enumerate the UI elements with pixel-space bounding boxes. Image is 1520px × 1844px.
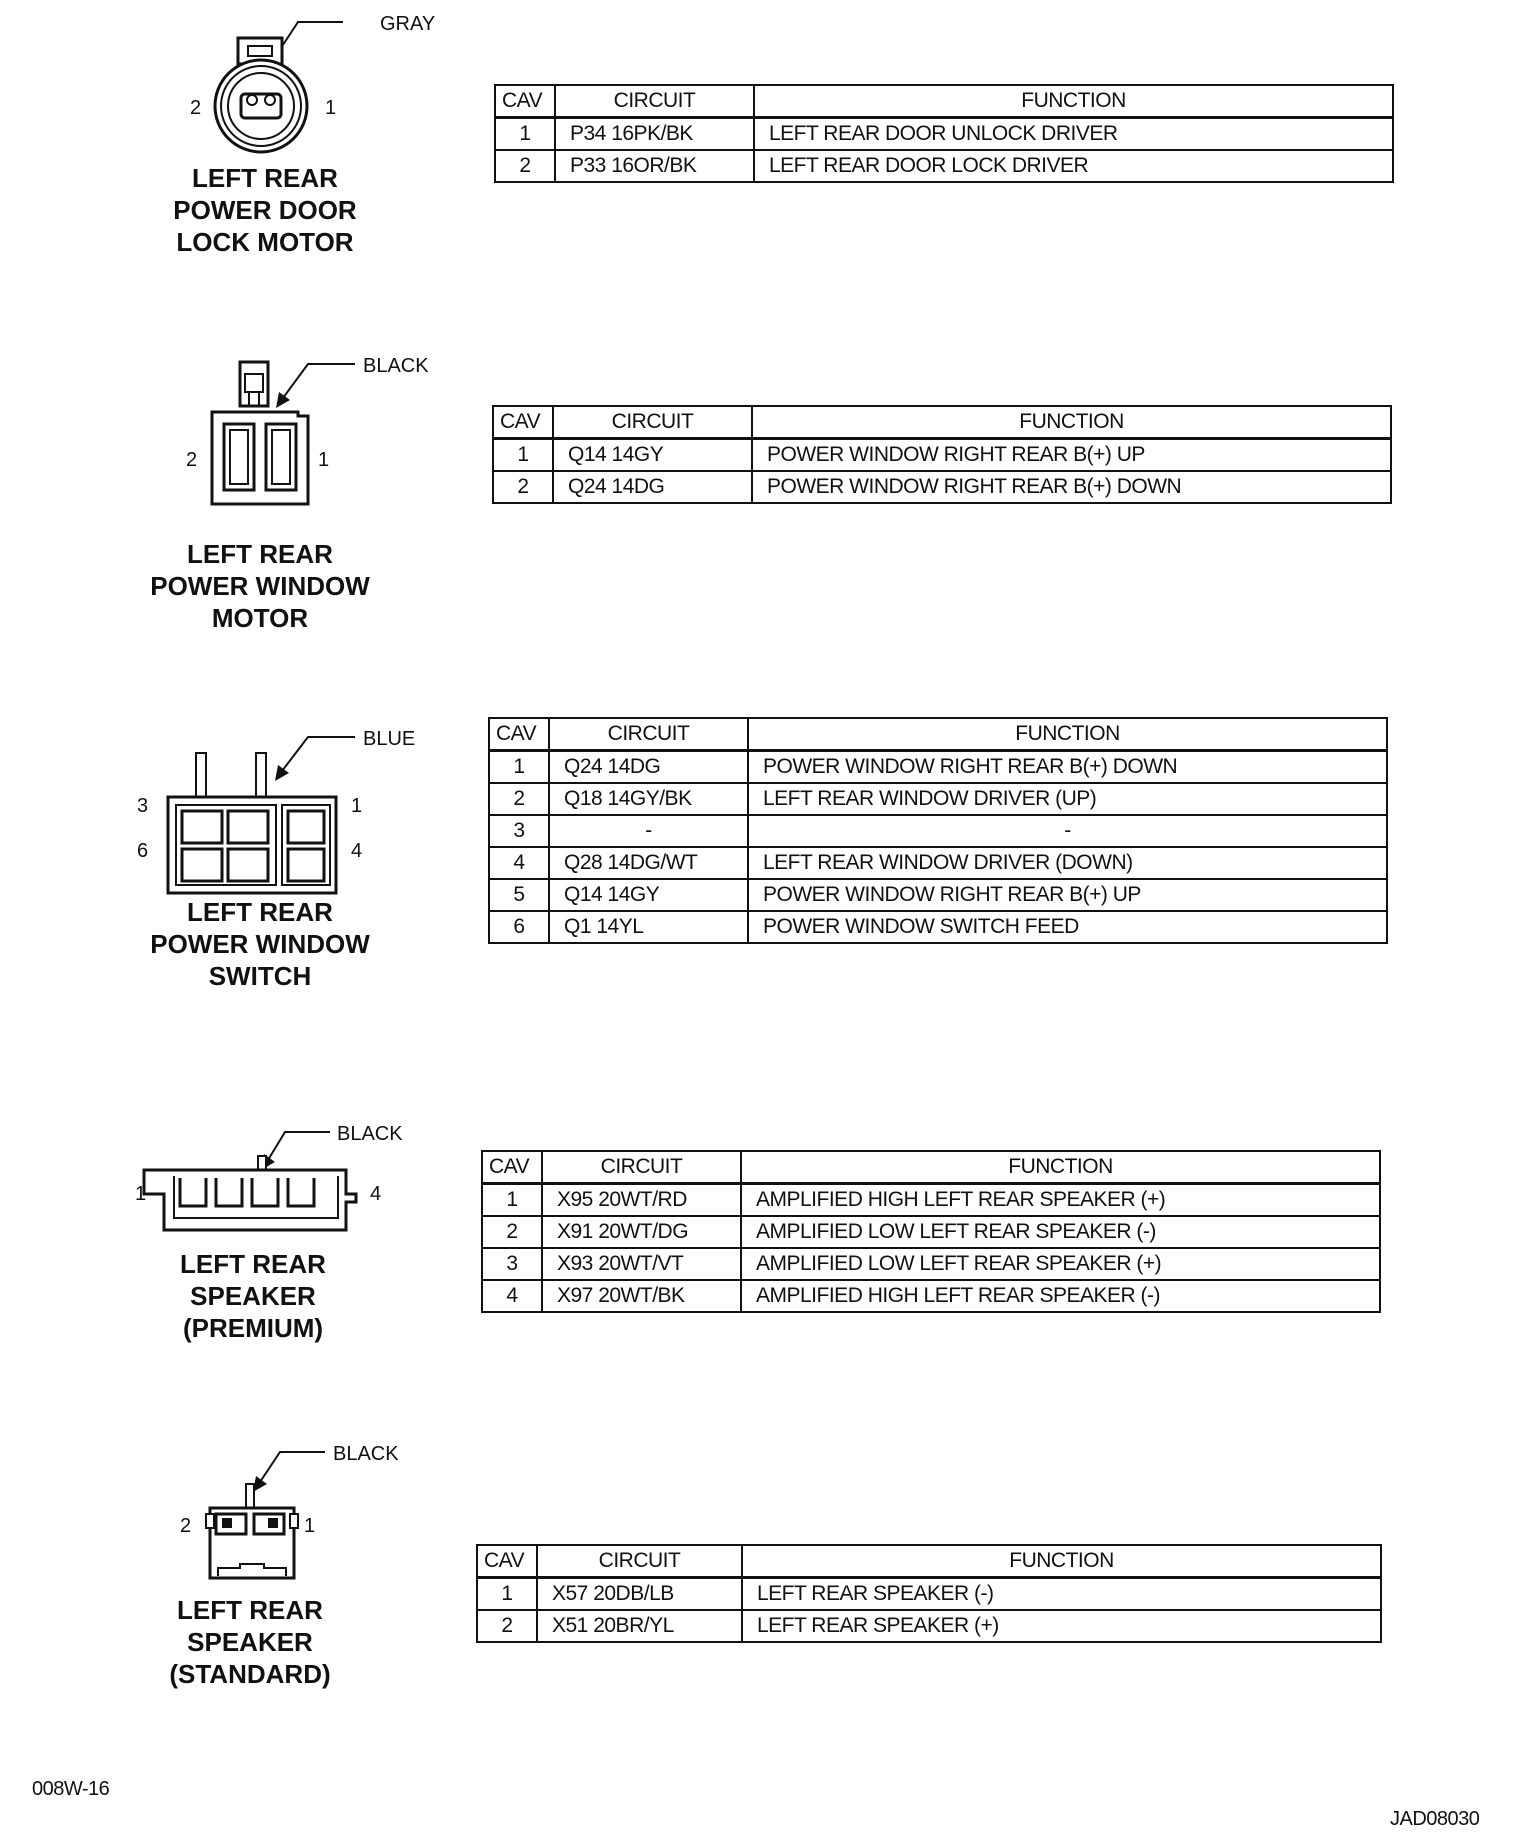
color-label: BLACK	[333, 1443, 399, 1465]
pin-label-left: 3	[137, 795, 149, 817]
color-label: BLACK	[363, 355, 429, 377]
header-cav: CAV	[495, 85, 555, 118]
pin-label-left: 6	[137, 840, 149, 862]
header-circuit: CIRCUIT	[553, 406, 752, 439]
table-row: 3 X93 20WT/VT AMPLIFIED LOW LEFT REAR SPEAKER (+)	[482, 1248, 1380, 1280]
pin-label-left: 1	[135, 1183, 147, 1205]
connector-diagram-speaker-premium	[130, 1110, 430, 1240]
connector-title-speaker-premium: LEFT REAR SPEAKER (PREMIUM)	[180, 1249, 326, 1343]
pin-label-left: 2	[186, 449, 198, 471]
header-function: FUNCTION	[748, 718, 1387, 751]
pinout-table-speaker-premium	[481, 1150, 1381, 1313]
pin-label-right: 1	[304, 1515, 316, 1537]
connector-diagram-speaker-standard	[170, 1430, 430, 1580]
header-cav: CAV	[493, 406, 553, 439]
table-row: 5 Q14 14GY POWER WINDOW RIGHT REAR B(+) UP	[489, 879, 1387, 911]
header-circuit: CIRCUIT	[537, 1545, 742, 1578]
pin-label-left: 2	[180, 1515, 192, 1537]
pin-label-right: 4	[370, 1183, 382, 1205]
connector-diagram-lock-motor	[180, 0, 480, 140]
pin-label-right: 1	[318, 449, 330, 471]
footer-code-left: 008W-16	[32, 1778, 110, 1800]
pinout-table-speaker-standard	[476, 1544, 1382, 1643]
connector-diagram-window-switch	[130, 715, 430, 895]
footer-code-right: JAD08030	[1390, 1808, 1480, 1830]
pin-label-right: 4	[351, 840, 363, 862]
header-cav: CAV	[482, 1151, 542, 1184]
header-cav: CAV	[489, 718, 549, 751]
connector-title-window-switch: LEFT REAR POWER WINDOW SWITCH	[150, 897, 370, 991]
header-function: FUNCTION	[754, 85, 1393, 118]
table-row: 2 Q18 14GY/BK LEFT REAR WINDOW DRIVER (UP)	[489, 783, 1387, 815]
header-cav: CAV	[477, 1545, 537, 1578]
header-function: FUNCTION	[752, 406, 1391, 439]
connector-title-lock-motor: LEFT REAR POWER DOOR LOCK MOTOR	[173, 163, 357, 257]
table-row: 2 Q24 14DG POWER WINDOW RIGHT REAR B(+) DOWN	[493, 471, 1391, 503]
header-circuit: CIRCUIT	[549, 718, 748, 751]
table-row: 1 X57 20DB/LB LEFT REAR SPEAKER (-)	[477, 1578, 1381, 1611]
table-row: 2 P33 16OR/BK LEFT REAR DOOR LOCK DRIVER	[495, 150, 1393, 182]
pin-label-right: 1	[325, 97, 337, 119]
table-row: 4 Q28 14DG/WT LEFT REAR WINDOW DRIVER (DOWN)	[489, 847, 1387, 879]
table-row: 1 X95 20WT/RD AMPLIFIED HIGH LEFT REAR SPEAKER (+)	[482, 1184, 1380, 1217]
header-function: FUNCTION	[742, 1545, 1381, 1578]
color-label: BLACK	[337, 1123, 403, 1145]
table-row: 2 X91 20WT/DG AMPLIFIED LOW LEFT REAR SPEAKER (-)	[482, 1216, 1380, 1248]
table-row: 3 - -	[489, 815, 1387, 847]
table-row: 2 X51 20BR/YL LEFT REAR SPEAKER (+)	[477, 1610, 1381, 1642]
header-circuit: CIRCUIT	[555, 85, 754, 118]
table-row: 6 Q1 14YL POWER WINDOW SWITCH FEED	[489, 911, 1387, 943]
table-row: 4 X97 20WT/BK AMPLIFIED HIGH LEFT REAR SPEAKER (-)	[482, 1280, 1380, 1312]
connector-title-speaker-standard: LEFT REAR SPEAKER (STANDARD)	[169, 1595, 331, 1689]
color-label: GRAY	[380, 13, 436, 35]
connector-title-window-motor: LEFT REAR POWER WINDOW MOTOR	[150, 539, 370, 633]
table-row: 1 Q14 14GY POWER WINDOW RIGHT REAR B(+) UP	[493, 439, 1391, 472]
header-circuit: CIRCUIT	[542, 1151, 741, 1184]
header-function: FUNCTION	[741, 1151, 1380, 1184]
connector-diagram-window-motor	[180, 340, 480, 520]
pinout-table-window-switch	[488, 717, 1388, 944]
table-row: 1 P34 16PK/BK LEFT REAR DOOR UNLOCK DRIVER	[495, 118, 1393, 151]
pinout-table-window-motor	[492, 405, 1392, 504]
pin-label-right: 1	[351, 795, 363, 817]
pinout-table-lock-motor	[494, 84, 1394, 183]
color-label: BLUE	[363, 728, 416, 750]
pin-label-left: 2	[190, 97, 202, 119]
table-row: 1 Q24 14DG POWER WINDOW RIGHT REAR B(+) DOWN	[489, 751, 1387, 784]
